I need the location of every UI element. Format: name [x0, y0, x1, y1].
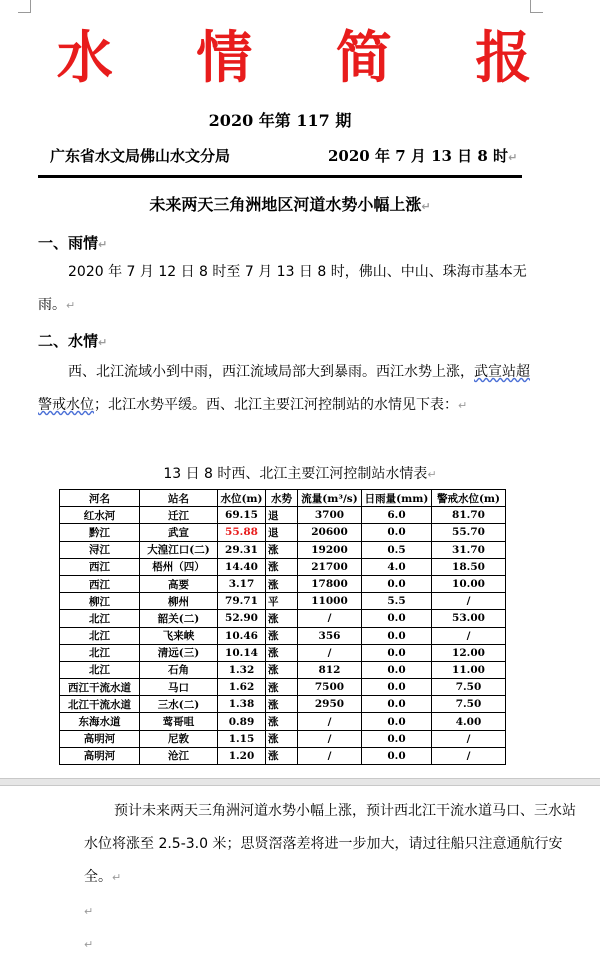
paragraph-mark-icon: ↵ — [508, 151, 518, 164]
cell-river: 浔江 — [60, 541, 140, 558]
cell-trend: 涨 — [266, 644, 298, 661]
paragraph-mark-icon: ↵ — [66, 299, 76, 312]
cell-flow: / — [298, 644, 362, 661]
cell-warning-level: 12.00 — [432, 644, 506, 661]
cell-rainfall: 0.0 — [362, 696, 432, 713]
table-row — [60, 558, 506, 575]
cell-river: 柳江 — [60, 593, 140, 610]
agency-name: 广东省水文局佛山水文分局 — [50, 147, 231, 165]
cell-water-level: 55.88 — [218, 524, 266, 541]
cell-trend: 退 — [266, 524, 298, 541]
report-title: 水 情 简 报 — [56, 25, 564, 91]
page-break — [0, 778, 600, 786]
table-row — [60, 730, 506, 747]
cell-flow: 3700 — [298, 507, 362, 524]
water-text-after: ；北江水势平缓。西、北江主要江河控制站的水情见下表： — [94, 397, 458, 413]
cell-warning-level: / — [432, 593, 506, 610]
cell-warning-level: 11.00 — [432, 661, 506, 678]
rain-text: 2020 年 7 月 12 日 8 时至 7 月 13 日 8 时，佛山、中山、珠海市基本无雨。 — [38, 264, 527, 313]
cell-rainfall: 0.0 — [362, 627, 432, 644]
cell-water-level: 1.15 — [218, 730, 266, 747]
cell-flow: 19200 — [298, 541, 362, 558]
table-row — [60, 747, 506, 764]
table-row — [60, 679, 506, 696]
header-warning-level: 警戒水位(m) — [432, 490, 506, 507]
cell-river: 北江 — [60, 644, 140, 661]
cell-trend: 涨 — [266, 679, 298, 696]
cell-warning-level: / — [432, 730, 506, 747]
cell-river: 北江 — [60, 661, 140, 678]
table-title — [0, 463, 600, 483]
cell-rainfall: 0.0 — [362, 524, 432, 541]
cell-station: 尼敦 — [140, 730, 218, 747]
table-row — [60, 644, 506, 661]
cell-station: 柳州 — [140, 593, 218, 610]
header-trend: 水势 — [266, 490, 298, 507]
cell-rainfall: 5.5 — [362, 593, 432, 610]
water-heading — [38, 330, 107, 351]
cell-river: 西江 — [60, 558, 140, 575]
paragraph-mark-icon: ↵ — [427, 468, 437, 481]
report-date — [328, 145, 517, 166]
cell-rainfall: 0.0 — [362, 747, 432, 764]
cell-station: 飞来峡 — [140, 627, 218, 644]
cell-trend: 涨 — [266, 747, 298, 764]
cell-station: 三水(二) — [140, 696, 218, 713]
table-row — [60, 610, 506, 627]
cell-trend: 涨 — [266, 730, 298, 747]
cell-warning-level: 4.00 — [432, 713, 506, 730]
table-row — [60, 593, 506, 610]
empty-paragraph-mark-icon: ↵ — [84, 938, 94, 951]
cell-station: 马口 — [140, 679, 218, 696]
cell-flow: 812 — [298, 661, 362, 678]
cell-station: 韶关(二) — [140, 610, 218, 627]
cell-rainfall: 4.0 — [362, 558, 432, 575]
cell-station: 莺哥咀 — [140, 713, 218, 730]
cell-flow: 11000 — [298, 593, 362, 610]
table-row — [60, 696, 506, 713]
cell-warning-level: 18.50 — [432, 558, 506, 575]
rain-paragraph — [38, 256, 538, 322]
header-river: 河名 — [60, 490, 140, 507]
cell-water-level: 10.14 — [218, 644, 266, 661]
cell-rainfall: 0.0 — [362, 661, 432, 678]
cell-water-level: 52.90 — [218, 610, 266, 627]
cell-warning-level: 10.00 — [432, 575, 506, 592]
headline-text: 未来两天三角洲地区河道水势小幅上涨 — [149, 195, 422, 214]
crop-mark-top-left — [18, 0, 31, 13]
forecast-paragraph — [84, 795, 576, 894]
cell-river: 西江 — [60, 575, 140, 592]
cell-river: 北江 — [60, 610, 140, 627]
cell-flow: 17800 — [298, 575, 362, 592]
cell-flow: 2950 — [298, 696, 362, 713]
cell-warning-level: 31.70 — [432, 541, 506, 558]
header-water-level: 水位(m) — [218, 490, 266, 507]
issue-number: 2020 年第 117 期 — [208, 111, 352, 130]
cell-warning-level: 53.00 — [432, 610, 506, 627]
cell-station: 迁江 — [140, 507, 218, 524]
table-title-text: 13 日 8 时西、北江主要江河控制站水情表 — [163, 466, 428, 482]
cell-flow: / — [298, 747, 362, 764]
cell-trend: 涨 — [266, 610, 298, 627]
cell-station: 沧江 — [140, 747, 218, 764]
cell-trend: 退 — [266, 507, 298, 524]
cell-water-level: 1.20 — [218, 747, 266, 764]
table-row — [60, 575, 506, 592]
cell-flow: 20600 — [298, 524, 362, 541]
paragraph-mark-icon: ↵ — [112, 871, 122, 884]
cell-water-level: 29.31 — [218, 541, 266, 558]
cell-water-level: 69.15 — [218, 507, 266, 524]
water-text-before: 西、北江流域小到中雨，西江流域局部大到暴雨。西江水势上涨， — [68, 364, 474, 380]
cell-trend: 涨 — [266, 627, 298, 644]
cell-flow: / — [298, 610, 362, 627]
cell-trend: 涨 — [266, 558, 298, 575]
cell-flow: 7500 — [298, 679, 362, 696]
table-row — [60, 524, 506, 541]
cell-water-level: 1.38 — [218, 696, 266, 713]
paragraph-mark-icon: ↵ — [458, 399, 468, 412]
hydrology-table — [59, 489, 506, 765]
cell-warning-level: 7.50 — [432, 679, 506, 696]
cell-river: 北江干流水道 — [60, 696, 140, 713]
cell-warning-level: / — [432, 627, 506, 644]
cell-warning-level: / — [432, 747, 506, 764]
cell-warning-level: 55.70 — [432, 524, 506, 541]
cell-flow: / — [298, 730, 362, 747]
cell-rainfall: 0.0 — [362, 610, 432, 627]
rain-heading-text: 一、雨情 — [38, 234, 99, 252]
header-flow: 流量(m³/s) — [298, 490, 362, 507]
cell-station: 梧州（四） — [140, 558, 218, 575]
forecast-text: 预计未来两天三角洲河道水势小幅上涨，预计西北江干流水道马口、三水站水位将涨至 2.5-3.0 米；思贤滘落差将进一步加大，请过往船只注意通航行安全。 — [84, 803, 576, 885]
cell-water-level: 1.32 — [218, 661, 266, 678]
cell-water-level: 0.89 — [218, 713, 266, 730]
empty-paragraph-mark-icon: ↵ — [84, 905, 94, 918]
cell-river: 北江 — [60, 627, 140, 644]
cell-rainfall: 0.0 — [362, 575, 432, 592]
cell-river: 黔江 — [60, 524, 140, 541]
cell-river: 红水河 — [60, 507, 140, 524]
cell-water-level: 14.40 — [218, 558, 266, 575]
cell-trend: 涨 — [266, 575, 298, 592]
cell-flow: / — [298, 713, 362, 730]
cell-river: 高明河 — [60, 730, 140, 747]
water-text-highlight: 武宣站超警戒水位 — [38, 364, 530, 413]
cell-station: 清远(三) — [140, 644, 218, 661]
cell-river: 东海水道 — [60, 713, 140, 730]
cell-trend: 涨 — [266, 661, 298, 678]
table-row — [60, 541, 506, 558]
cell-trend: 涨 — [266, 696, 298, 713]
cell-station: 大湟江口(二) — [140, 541, 218, 558]
cell-water-level: 3.17 — [218, 575, 266, 592]
cell-warning-level: 81.70 — [432, 507, 506, 524]
cell-flow: 21700 — [298, 558, 362, 575]
header-station: 站名 — [140, 490, 218, 507]
table-row — [60, 507, 506, 524]
header-rule — [38, 175, 522, 178]
cell-trend: 涨 — [266, 713, 298, 730]
table-row — [60, 661, 506, 678]
cell-flow: 356 — [298, 627, 362, 644]
cell-station: 武宣 — [140, 524, 218, 541]
water-paragraph — [38, 356, 538, 422]
cell-rainfall: 0.0 — [362, 730, 432, 747]
cell-water-level: 1.62 — [218, 679, 266, 696]
cell-trend: 涨 — [266, 541, 298, 558]
cell-warning-level: 7.50 — [432, 696, 506, 713]
table-row — [60, 713, 506, 730]
cell-station: 石角 — [140, 661, 218, 678]
headline — [0, 192, 580, 215]
cell-rainfall: 0.0 — [362, 713, 432, 730]
table-header-row — [60, 490, 506, 507]
cell-trend: 平 — [266, 593, 298, 610]
header-rainfall: 日雨量(mm) — [362, 490, 432, 507]
paragraph-mark-icon: ↵ — [98, 238, 108, 251]
cell-rainfall: 0.0 — [362, 679, 432, 696]
cell-rainfall: 0.0 — [362, 644, 432, 661]
water-heading-text: 二、水情 — [38, 332, 99, 350]
table-row — [60, 627, 506, 644]
report-date-text: 2020 年 7 月 13 日 8 时 — [328, 147, 509, 165]
cell-river: 高明河 — [60, 747, 140, 764]
cell-river: 西江干流水道 — [60, 679, 140, 696]
paragraph-mark-icon: ↵ — [421, 200, 431, 213]
cell-station: 高要 — [140, 575, 218, 592]
cell-water-level: 10.46 — [218, 627, 266, 644]
crop-mark-top-right — [530, 0, 543, 13]
cell-rainfall: 6.0 — [362, 507, 432, 524]
cell-rainfall: 0.5 — [362, 541, 432, 558]
paragraph-mark-icon: ↵ — [98, 336, 108, 349]
cell-water-level: 79.71 — [218, 593, 266, 610]
rain-heading — [38, 232, 107, 253]
